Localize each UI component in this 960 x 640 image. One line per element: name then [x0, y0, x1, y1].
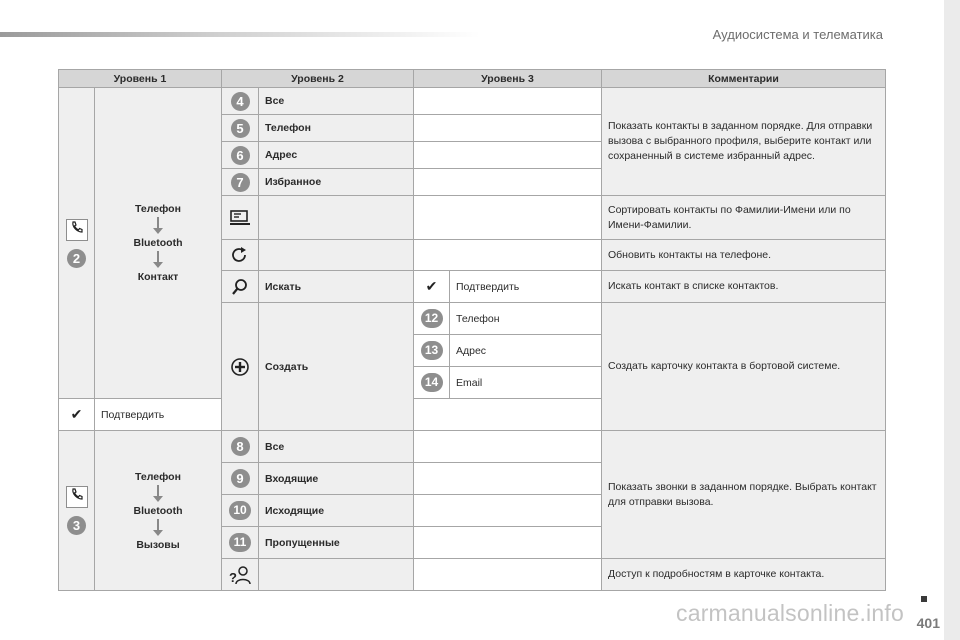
empty-cell	[259, 240, 414, 271]
empty-cell	[414, 431, 602, 463]
page-section-title: Аудиосистема и телематика	[712, 27, 883, 42]
empty-cell	[414, 115, 602, 142]
level1-cell-calls	[59, 431, 95, 591]
empty-cell	[414, 142, 602, 169]
path-phone: Телефон	[135, 203, 181, 215]
path-contact: Контакт	[137, 271, 179, 283]
badge-14: 14	[421, 373, 443, 392]
empty-cell	[414, 196, 602, 240]
badge-cell	[222, 527, 259, 559]
arrow-down-icon	[152, 485, 164, 503]
badge-cell	[414, 303, 450, 335]
empty-cell	[414, 527, 602, 559]
checkmark-icon[interactable]: ✔	[425, 278, 438, 294]
level2-all-calls[interactable]: Все	[259, 431, 414, 463]
right-margin-strip	[944, 0, 960, 640]
empty-cell	[259, 559, 414, 591]
header-level-1: Уровень 1	[59, 70, 222, 88]
badge-11: 11	[229, 533, 251, 552]
details-icon-cell	[222, 559, 259, 591]
badge-cell	[222, 88, 259, 115]
level3-address[interactable]: Адрес	[450, 335, 602, 367]
plus-circle-icon[interactable]	[230, 357, 250, 377]
empty-cell	[414, 169, 602, 196]
path-calls: Вызовы	[136, 538, 180, 551]
level3-confirm[interactable]: Подтвердить	[450, 271, 602, 303]
comment-details: Доступ к подробностям в карточке контакта.	[602, 559, 886, 591]
refresh-icon[interactable]	[230, 246, 250, 264]
badge-cell	[414, 335, 450, 367]
contact-details-icon[interactable]	[228, 565, 252, 585]
level2-all[interactable]: Все	[259, 88, 414, 115]
search-icon-cell	[222, 271, 259, 303]
level2-phone[interactable]: Телефон	[259, 115, 414, 142]
comment-show-contacts: Показать контакты в заданном порядке. Для отправки вызова с выбранного профиля, выберите контакт или сохраненный в системе избранный адрес.	[602, 88, 886, 196]
top-gradient-bar	[0, 32, 480, 37]
level3-phone[interactable]: Телефон	[450, 303, 602, 335]
menu-structure-table	[58, 69, 886, 591]
arrow-down-icon	[152, 217, 164, 235]
comment-refresh: Обновить контакты на телефоне.	[602, 240, 886, 271]
comment-sort: Сортировать контакты по Фамилии-Имени или по Имени-Фамилии.	[602, 196, 886, 240]
level3-email[interactable]: Email	[450, 367, 602, 399]
badge-3: 3	[67, 516, 86, 535]
level2-favorites[interactable]: Избранное	[259, 169, 414, 196]
empty-cell	[414, 463, 602, 495]
check-cell	[414, 271, 450, 303]
comment-search: Искать контакт в списке контактов.	[602, 271, 886, 303]
header-level-3: Уровень 3	[414, 70, 602, 88]
phone-handset-icon[interactable]	[66, 486, 88, 508]
empty-cell	[414, 495, 602, 527]
badge-cell	[222, 115, 259, 142]
header-comments: Комментарии	[602, 70, 886, 88]
level1-cell-contacts	[59, 88, 95, 399]
check-cell	[59, 399, 95, 431]
refresh-icon-cell	[222, 240, 259, 271]
badge-8: 8	[231, 437, 250, 456]
page-number: 401	[916, 615, 940, 631]
badge-cell	[222, 495, 259, 527]
badge-10: 10	[229, 501, 251, 520]
sort-list-icon[interactable]	[229, 209, 251, 227]
badge-13: 13	[421, 341, 443, 360]
checkmark-icon[interactable]: ✔	[70, 406, 83, 422]
create-icon-cell	[222, 303, 259, 431]
badge-5: 5	[231, 119, 250, 138]
level1-path-contacts	[95, 88, 222, 399]
table-header-row	[59, 70, 886, 88]
badge-cell	[414, 367, 450, 399]
level2-outgoing[interactable]: Исходящие	[259, 495, 414, 527]
level2-address[interactable]: Адрес	[259, 142, 414, 169]
badge-7: 7	[231, 173, 250, 192]
phone-handset-icon[interactable]	[66, 219, 88, 241]
table-row	[59, 431, 886, 463]
badge-cell	[222, 142, 259, 169]
badge-cell	[222, 431, 259, 463]
empty-cell	[414, 559, 602, 591]
badge-2: 2	[67, 249, 86, 268]
header-level-2: Уровень 2	[222, 70, 414, 88]
badge-6: 6	[231, 146, 250, 165]
level1-path-calls	[95, 431, 222, 591]
watermark: carmanualsonline.info	[676, 600, 904, 626]
magnifier-icon[interactable]	[230, 277, 250, 297]
empty-cell	[414, 240, 602, 271]
badge-cell	[222, 463, 259, 495]
comment-create: Создать карточку контакта в бортовой системе.	[602, 303, 886, 431]
path-bluetooth: Bluetooth	[133, 504, 183, 517]
sort-icon-cell	[222, 196, 259, 240]
level3-confirm[interactable]: Подтвердить	[95, 399, 222, 431]
table-row	[59, 88, 886, 115]
empty-cell	[259, 196, 414, 240]
page-marker	[921, 596, 927, 602]
level2-search[interactable]: Искать	[259, 271, 414, 303]
level2-create[interactable]: Создать	[259, 303, 414, 431]
path-phone: Телефон	[135, 470, 181, 483]
badge-cell	[222, 169, 259, 196]
arrow-down-icon	[152, 251, 164, 269]
comment-calls: Показать звонки в заданном порядке. Выбрать контакт для отправки вызова.	[602, 431, 886, 559]
path-bluetooth: Bluetooth	[133, 237, 183, 249]
svg-text:?: ?	[229, 569, 237, 585]
badge-9: 9	[231, 469, 250, 488]
level2-incoming[interactable]: Входящие	[259, 463, 414, 495]
badge-12: 12	[421, 309, 443, 328]
badge-4: 4	[231, 92, 250, 111]
level2-missed[interactable]: Пропущенные	[259, 527, 414, 559]
arrow-down-icon	[152, 519, 164, 537]
empty-cell	[414, 88, 602, 115]
